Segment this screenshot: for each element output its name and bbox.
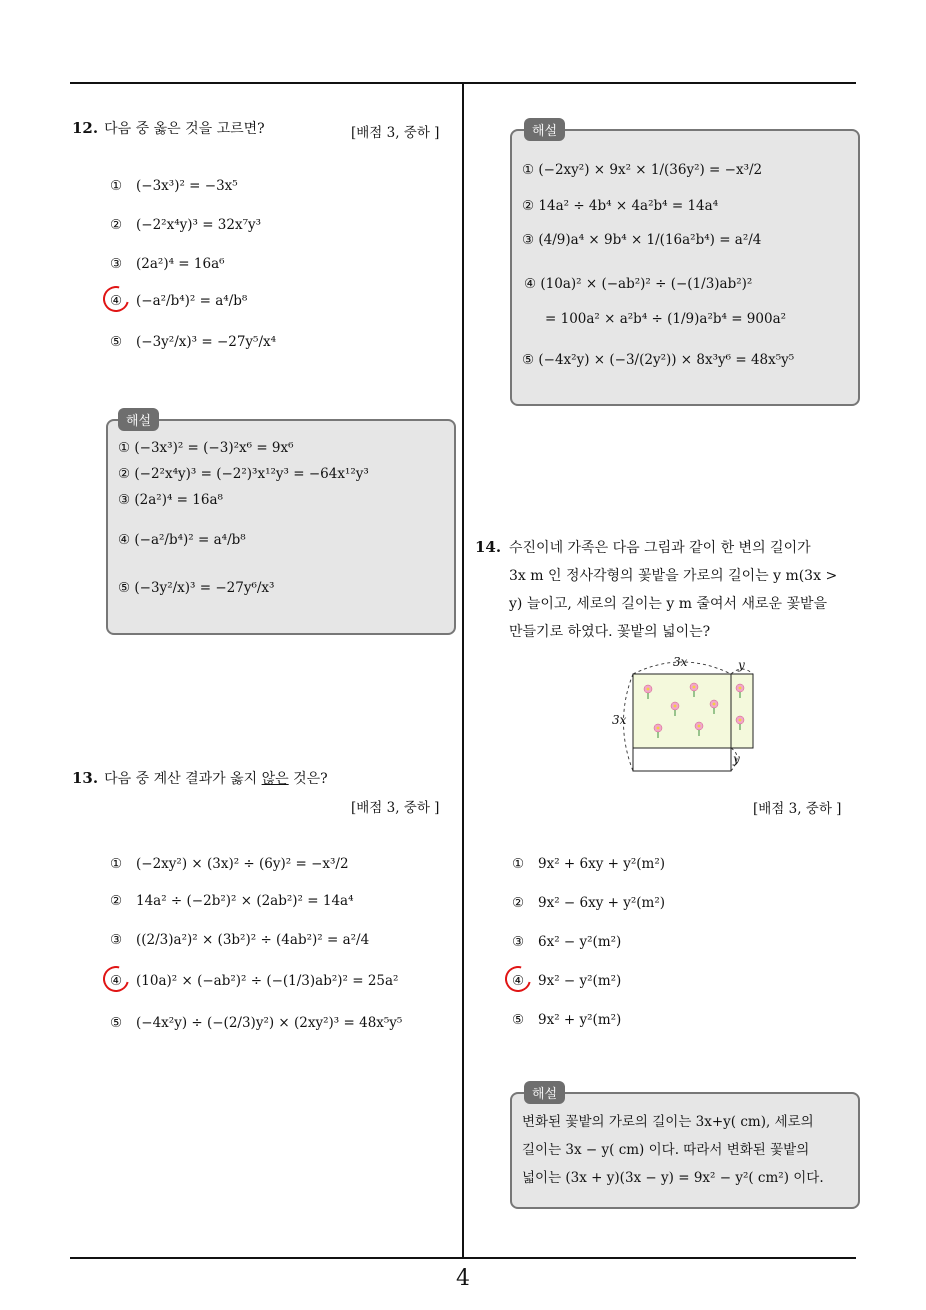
q14-choice-4[interactable]: ④ 9x² − y²(m²) (512, 973, 621, 989)
answer-circle-mark (98, 281, 134, 317)
removed-strip (633, 748, 731, 771)
q13-solution-line-2: ② 14a² ÷ 4b⁴ × 4a²b⁴ = 14a⁴ (522, 198, 719, 214)
q12-choice-2[interactable]: ② (−2²x⁴y)³ = 32x⁷y³ (110, 217, 262, 233)
q14-choice-2[interactable]: ② 9x² − 6xy + y²(m²) (512, 895, 666, 911)
q12-solution-line-1: ① (−3x³)² = (−3)²x⁶ = 9x⁶ (118, 440, 294, 456)
q12-title: 다음 중 옳은 것을 고르면? (104, 121, 265, 137)
bottom-rule (70, 1257, 856, 1259)
q12-header (72, 118, 265, 138)
q14-solution-line-1: 변화된 꽃밭의 가로의 길이는 3x+y( cm), 세로의 (522, 1114, 814, 1130)
q13-solution-line-6: ⑤ (−4x²y) × (−3/(2y²)) × 8x³y⁶ = 48x⁵y⁵ (522, 352, 795, 368)
q13-solution-tag: 해설 (524, 118, 565, 141)
q14-line-1: 수진이네 가족은 다음 그림과 같이 한 변의 길이가 (509, 540, 811, 556)
q14-solution-line-3: 넓이는 (3x + y)(3x − y) = 9x² − y²( cm²) 이다. (522, 1170, 824, 1186)
q13-choice-3[interactable]: ③ ((2/3)a²)² × (3b²)² ÷ (4ab²)² = a²/4 (110, 932, 370, 948)
q12-solution-line-4: ④ (−a²/b⁴)² = a⁴/b⁸ (118, 532, 246, 548)
q14-score: [배점 3, 중하 ] (753, 801, 842, 817)
q13-choice-5[interactable]: ⑤ (−4x²y) ÷ (−(2/3)y²) × (2xy²)³ = 48x⁵y⁵ (110, 1015, 403, 1031)
q12-solution-line-3: ③ (2a²)⁴ = 16a⁸ (118, 492, 223, 508)
q13-title-suffix: 것은? (288, 771, 328, 787)
q12-number: 12. (72, 119, 99, 137)
q13-title-prefix: 다음 중 계산 결과가 옳지 (104, 771, 262, 787)
q14-question-text (509, 534, 859, 646)
q13-choice-2[interactable]: ② 14a² ÷ (−2b²)² × (2ab²)² = 14a⁴ (110, 893, 354, 909)
q12-solution-line-5: ⑤ (−3y²/x)³ = −27y⁶/x³ (118, 580, 275, 596)
q12-solution-tag: 해설 (118, 408, 159, 431)
q14-solution-text (522, 1108, 852, 1192)
q12-choice-5[interactable]: ⑤ (−3y²/x)³ = −27y⁵/x⁴ (110, 334, 277, 350)
q13-header (72, 768, 328, 788)
q12-choice-4[interactable]: ④ (−a²/b⁴)² = a⁴/b⁸ (110, 293, 247, 309)
q12-choice-1[interactable]: ① (−3x³)² = −3x⁵ (110, 178, 238, 194)
figure-label-right: y (733, 752, 740, 766)
q14-solution-line-2: 길이는 3x − y( cm) 이다. 따라서 변화된 꽃밭의 (522, 1142, 810, 1158)
q13-title-emphasis: 않은 (261, 771, 289, 787)
q13-choice-4[interactable]: ④ (10a)² × (−ab²)² ÷ (−(1/3)ab²)² = 25a² (110, 973, 398, 989)
page-number: 4 (456, 1266, 470, 1291)
q14-line-4: 만들기로 하였다. 꽃밭의 넓이는? (509, 624, 711, 640)
q14-choice-3[interactable]: ③ 6x² − y²(m²) (512, 934, 622, 950)
figure-label-left: 3x (612, 713, 627, 727)
q14-line-2: 3x m 인 정사각형의 꽃밭을 가로의 길이는 y m(3x > (509, 568, 838, 584)
q14-line-3: y) 늘이고, 세로의 길이는 y m 줄여서 새로운 꽃밭을 (509, 596, 828, 612)
q14-number: 14. (475, 538, 502, 556)
q14-choice-5[interactable]: ⑤ 9x² + y²(m²) (512, 1012, 622, 1028)
q13-choice-1[interactable]: ① (−2xy²) × (3x)² ÷ (6y)² = −x³/2 (110, 856, 349, 872)
q13-score: [배점 3, 중하 ] (351, 800, 440, 816)
q14-choice-1[interactable]: ① 9x² + 6xy + y²(m²) (512, 856, 666, 872)
figure-label-top: 3x (673, 655, 688, 669)
q13-solution-line-4: ④ (10a)² × (−ab²)² ÷ (−(1/3)ab²)² (524, 276, 753, 292)
q12-solution-line-2: ② (−2²x⁴y)³ = (−2²)³x¹²y³ = −64x¹²y³ (118, 466, 369, 482)
q13-solution-line-5: = 100a² × a²b⁴ ÷ (1/9)a²b⁴ = 900a² (545, 311, 787, 327)
q13-number: 13. (72, 769, 99, 787)
column-divider (462, 82, 464, 1258)
answer-circle-mark (98, 961, 134, 997)
q12-choice-3[interactable]: ③ (2a²)⁴ = 16a⁶ (110, 256, 225, 272)
q13-solution-line-3: ③ (4/9)a⁴ × 9b⁴ × 1/(16a²b⁴) = a²/4 (522, 232, 762, 248)
q13-solution-line-1: ① (−2xy²) × 9x² × 1/(36y²) = −x³/2 (522, 162, 763, 178)
q12-score: [배점 3, 중하 ] (351, 125, 440, 141)
answer-circle-mark (500, 961, 536, 997)
q14-solution-tag: 해설 (524, 1081, 565, 1104)
figure-label-top-right: y (738, 658, 745, 672)
q14-number-wrap (475, 538, 507, 556)
